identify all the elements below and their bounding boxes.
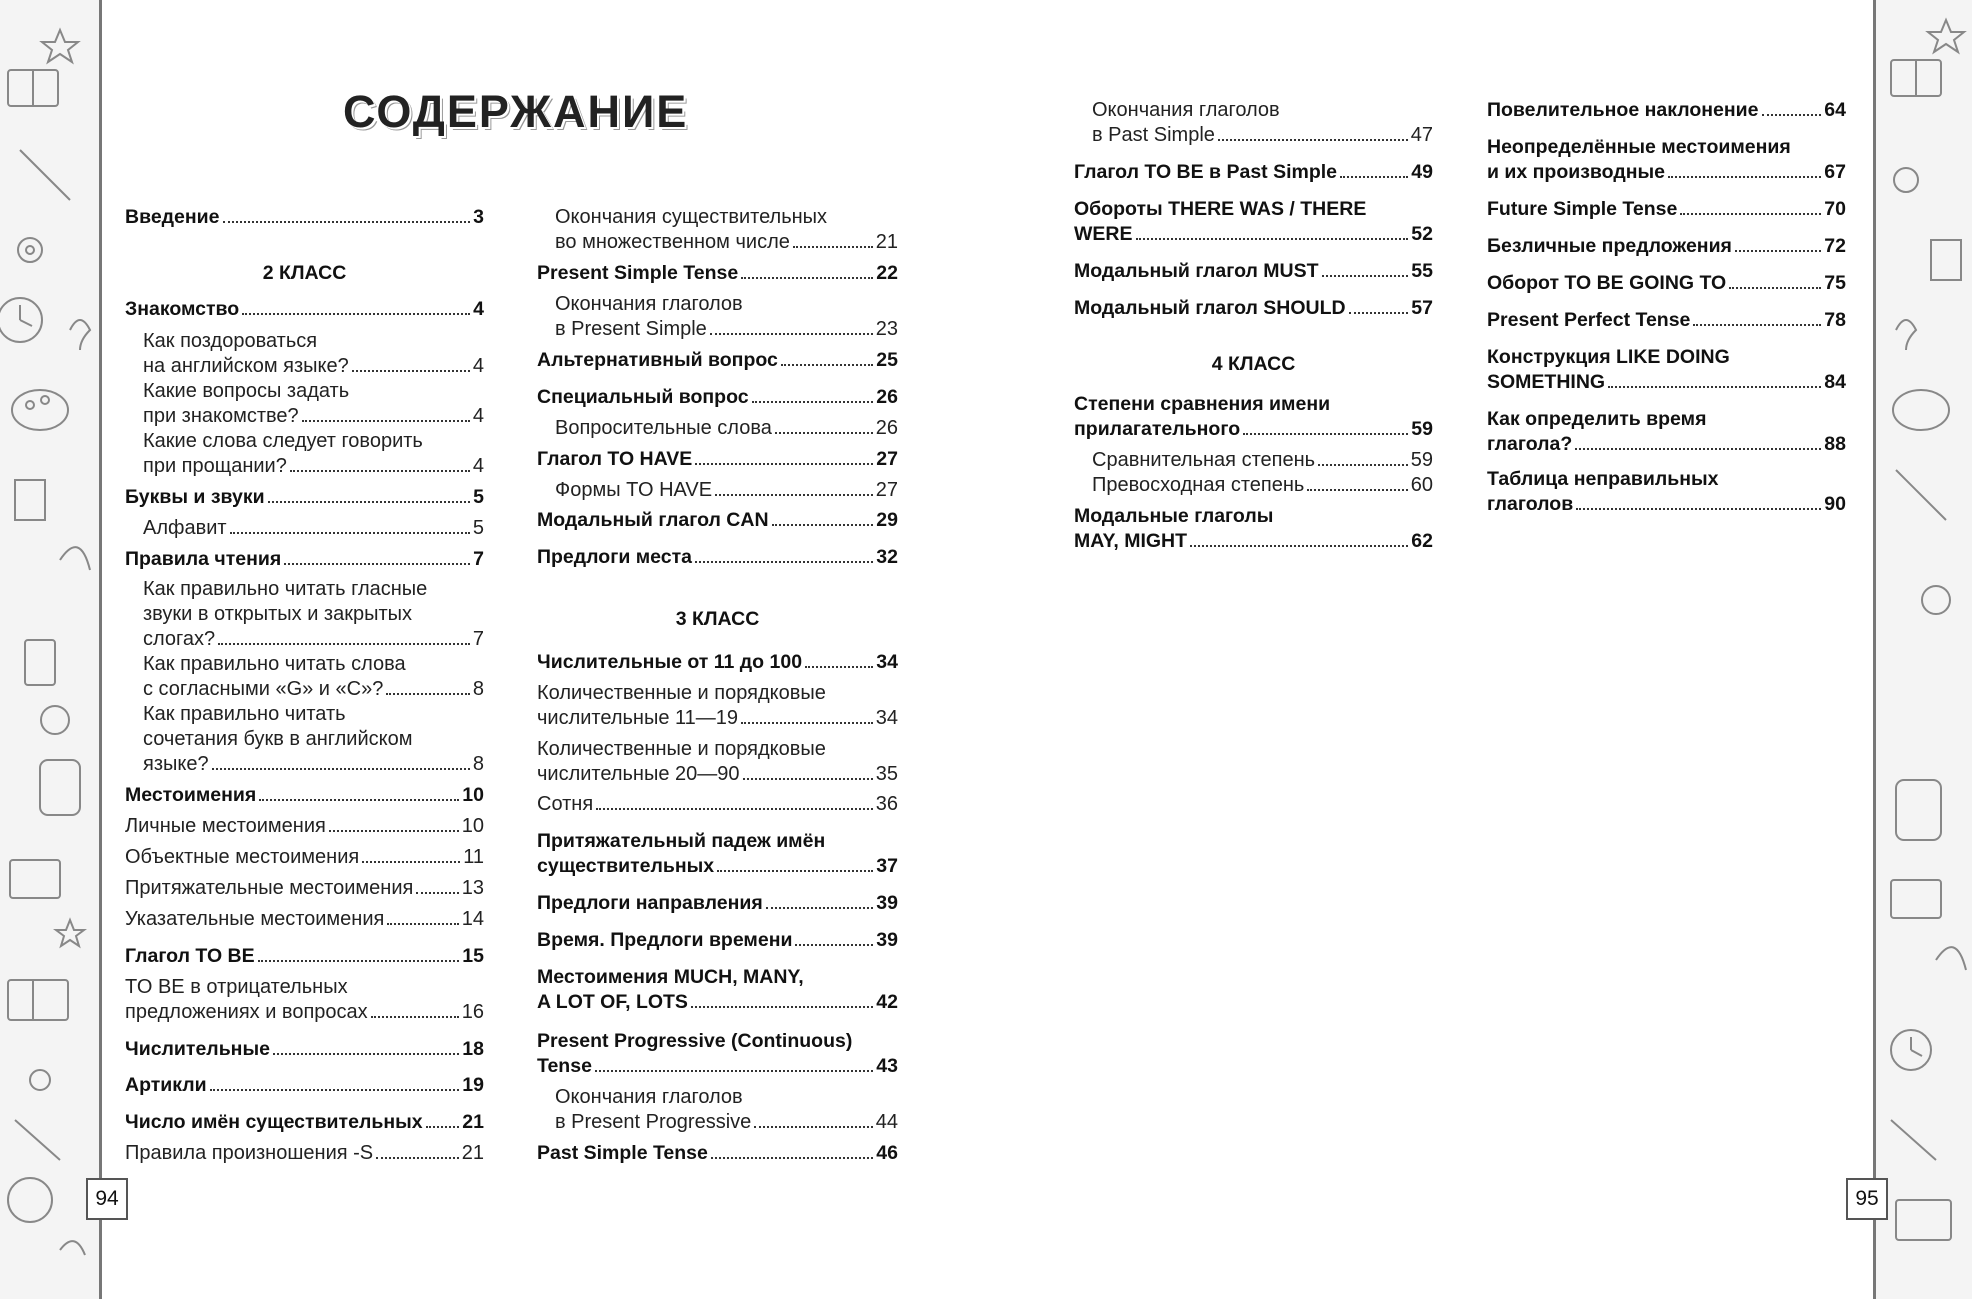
toc-entry-page: 52 [1411, 223, 1433, 245]
toc-entry-page: 44 [875, 1111, 898, 1133]
toc-entry-page: 34 [876, 651, 898, 673]
toc-entry[interactable] [125, 547, 484, 572]
toc-entry[interactable] [537, 650, 898, 675]
toc-entry-title: Present Perfect Tense [1487, 309, 1691, 331]
toc-entry-page: 37 [876, 855, 898, 877]
toc-entry-line: Неопределённые местоимения [1487, 136, 1791, 158]
toc-entry[interactable] [537, 508, 898, 533]
toc-entry-title: Модальный глагол SHOULD [1074, 297, 1346, 319]
backpack-icon [40, 760, 80, 815]
toc-entry-line: Степени сравнения имени [1074, 393, 1331, 415]
toc-entry-title: Повелительное наклонение [1487, 99, 1759, 121]
toc-entry-title: Буквы и звуки [125, 486, 265, 508]
toc-entry-title: Модальный глагол MUST [1074, 260, 1319, 282]
toc-entry-page: 10 [461, 815, 484, 837]
toc-entry-page: 5 [472, 517, 484, 539]
toc-entry-page: 23 [875, 318, 898, 340]
toc-entry-title: Числительные от 11 до 100 [537, 651, 803, 673]
toc-entry-line: Притяжательный падеж имён [537, 830, 826, 852]
toc-entry-title: при знакомстве? [143, 405, 299, 427]
toc-entry[interactable] [125, 944, 484, 969]
toc-entry-title: Число имён существительных [125, 1111, 423, 1133]
toc-subentry-line: Как правильно читать слова [143, 653, 406, 675]
toc-entry[interactable] [1487, 234, 1846, 259]
toc-subentry-line: сочетания букв в английском [143, 728, 413, 750]
toc-entry[interactable] [537, 385, 898, 410]
toc-entry-page: 62 [1411, 530, 1433, 552]
toc-subentry-line: TO BE в отрицательных [125, 976, 348, 998]
toc-entry-title: Альтернативный вопрос [537, 349, 778, 371]
toc-entry-title: Объектные местоимения [125, 846, 360, 868]
toc-entry-page: 4 [472, 405, 484, 427]
toc-subentry[interactable] [537, 792, 898, 817]
toc-subentry-line: Количественные и порядковые [537, 682, 826, 704]
toc-subentry[interactable] [125, 907, 484, 932]
toc-entry-page: 64 [1824, 99, 1846, 121]
toc-entry-page: 4 [473, 298, 484, 320]
toc-entry-page: 72 [1824, 235, 1846, 257]
toc-entry[interactable] [537, 447, 898, 472]
toc-entry-title: в Present Simple [555, 318, 707, 340]
toc-entry-page: 7 [473, 548, 484, 570]
toc-entry-page: 26 [875, 417, 898, 439]
toc-entry-title: Глагол TO BE [125, 945, 255, 967]
toc-entry[interactable] [1074, 259, 1433, 284]
toc-entry-page: 18 [462, 1038, 484, 1060]
toc-entry[interactable] [125, 1037, 484, 1062]
toc-entry-line: Местоимения MUCH, MANY, [537, 966, 804, 988]
toc-entry-page: 8 [472, 753, 484, 775]
left-decor-strip [0, 0, 102, 1299]
toc-subentry[interactable] [537, 230, 898, 255]
toc-entry[interactable] [537, 891, 898, 916]
toc-entry-page: 88 [1824, 433, 1846, 455]
toc-entry-title: во множественном числе [555, 231, 790, 253]
toc-subentry[interactable] [125, 354, 484, 379]
palette-icon [1893, 390, 1949, 430]
toc-entry-page: 14 [461, 908, 484, 930]
toc-entry[interactable] [537, 261, 898, 286]
question-icon [70, 320, 90, 350]
toc-entry-title: Сотня [537, 793, 594, 815]
toc-entry-title: в Present Progressive [555, 1111, 752, 1133]
toc-entry-page: 21 [461, 1142, 484, 1164]
doodle-pattern-left [0, 0, 99, 1299]
toc-entry-page: 5 [473, 486, 484, 508]
toc-entry-page: 84 [1824, 371, 1846, 393]
toc-entry-page: 8 [472, 678, 484, 700]
toc-entry-line: Таблица неправильных [1487, 468, 1719, 490]
toc-entry[interactable] [125, 297, 484, 322]
backpack-icon [1896, 780, 1941, 840]
leaf-icon [60, 547, 90, 570]
toc-subentry-line: Окончания глаголов [555, 1086, 743, 1108]
toc-entry[interactable] [125, 783, 484, 808]
toc-entry-title: числительные 20—90 [537, 763, 740, 785]
toc-entry-page: 75 [1824, 272, 1846, 294]
toc-entry[interactable] [537, 854, 898, 879]
toc-entry-title: MAY, MIGHT [1074, 530, 1188, 552]
toc-entry-line: Конструкция LIKE DOING [1487, 346, 1730, 368]
toc-entry-title: прилагательного [1074, 418, 1241, 440]
toc-entry-page: 42 [876, 991, 898, 1013]
grade-heading: 2 КЛАСС [262, 262, 347, 284]
toc-entry[interactable] [537, 990, 898, 1015]
toc-entry[interactable] [537, 1054, 898, 1079]
ruler-icon [25, 640, 55, 685]
toc-entry-title: существительных [537, 855, 715, 877]
toc-entry-title: Глагол TO HAVE [537, 448, 693, 470]
toc-subentry-line: звуки в открытых и закрытых [143, 603, 413, 625]
toc-entry-title: Артикли [125, 1074, 207, 1096]
toc-entry[interactable] [1074, 160, 1433, 185]
toc-subentry[interactable] [125, 404, 484, 429]
toc-entry-page: 35 [875, 763, 898, 785]
toc-entry-page: 49 [1411, 161, 1433, 183]
toc-entry-page: 27 [876, 448, 898, 470]
toc-entry-page: 39 [876, 929, 898, 951]
toc-subentry-line: Как поздороваться [143, 330, 318, 352]
toc-entry-page: 67 [1824, 161, 1846, 183]
toc-entry-line: Обороты THERE WAS / THERE [1074, 198, 1367, 220]
toc-entry-page: 26 [876, 386, 898, 408]
toc-entry-page: 25 [876, 349, 898, 371]
toc-entry-title: WERE [1074, 223, 1133, 245]
toc-entry-title: Местоимения [125, 784, 257, 806]
right-decor-strip [1873, 0, 1972, 1299]
toc-entry[interactable] [1487, 432, 1846, 457]
toc-entry-title: Специальный вопрос [537, 386, 749, 408]
toc-entry-page: 60 [1410, 474, 1433, 496]
toc-entry-title: Past Simple Tense [537, 1142, 708, 1164]
toc-entry-title: глагола? [1487, 433, 1573, 455]
toc-entry[interactable] [1074, 222, 1433, 247]
toc-entry[interactable] [125, 1110, 484, 1135]
toc-subentry[interactable] [537, 1110, 898, 1135]
toc-entry[interactable] [1487, 308, 1846, 333]
toc-entry-title: числительные 11—19 [537, 707, 739, 729]
toc-entry-page: 29 [876, 509, 898, 531]
toc-entry-page: 78 [1824, 309, 1846, 331]
toc-subentry[interactable] [537, 478, 898, 503]
toc-subentry-line: Как правильно читать [143, 703, 346, 725]
toc-entry-title: Личные местоимения [125, 815, 326, 837]
toc-entry-title: Present Simple Tense [537, 262, 739, 284]
toc-entry[interactable] [125, 485, 484, 510]
toc-entry-title: Tense [537, 1055, 592, 1077]
leaf-icon [1936, 947, 1966, 970]
toc-entry-title: предложениях и вопросах [125, 1001, 368, 1023]
toc-entry-page: 46 [876, 1142, 898, 1164]
toc-subentry[interactable] [125, 1141, 484, 1166]
toc-subentry[interactable] [125, 1000, 484, 1025]
toc-entry-line: Present Progressive (Continuous) [537, 1030, 853, 1052]
toc-subentry-line: Окончания существительных [555, 206, 828, 228]
toc-entry-title: Превосходная степень [1092, 474, 1305, 496]
toc-entry-title: Притяжательные местоимения [125, 877, 414, 899]
toc-subentry[interactable] [1074, 123, 1433, 148]
star-icon [42, 30, 78, 62]
toc-entry-page: 55 [1411, 260, 1433, 282]
bulb-icon [41, 706, 69, 734]
toc-entry-page: 15 [462, 945, 484, 967]
toc-subentry[interactable] [537, 706, 898, 731]
toc-entry[interactable] [1074, 529, 1433, 554]
toc-subentry[interactable] [125, 677, 484, 702]
toc-subentry[interactable] [125, 814, 484, 839]
toc-entry-page: 19 [462, 1074, 484, 1096]
toc-entry-title: Предлоги направления [537, 892, 763, 914]
toc-subentry[interactable] [125, 876, 484, 901]
page-title: СОДЕРЖАНИЕ [343, 86, 689, 137]
toc-subentry-line: Количественные и порядковые [537, 738, 826, 760]
toc-entry-page: 39 [876, 892, 898, 914]
toc-entry-page: 90 [1824, 493, 1846, 515]
toc-entry[interactable] [1487, 98, 1846, 123]
toc-entry-page: 43 [876, 1055, 898, 1077]
flower-icon [1894, 168, 1918, 192]
toc-entry-page: 21 [875, 231, 898, 253]
toc-entry[interactable] [1074, 296, 1433, 321]
toc-entry-title: Модальный глагол CAN [537, 509, 769, 531]
toc-subentry[interactable] [125, 845, 484, 870]
toc-entry-title: с согласными «G» и «C»? [143, 678, 384, 700]
toc-entry[interactable] [1487, 271, 1846, 296]
toc-entry-title: Указательные местоимения [125, 908, 385, 930]
toc-entry-page: 22 [876, 262, 898, 284]
toc-subentry[interactable] [125, 752, 484, 777]
toc-subentry[interactable] [537, 317, 898, 342]
bulb-icon [1922, 586, 1950, 614]
toc-entry-title: и их производные [1487, 161, 1665, 183]
toc-entry-title: Глагол TO BE в Past Simple [1074, 161, 1338, 183]
toc-entry-title: Безличные предложения [1487, 235, 1732, 257]
toc-entry[interactable] [1487, 492, 1846, 517]
toc-subentry[interactable] [537, 762, 898, 787]
toc-entry-page: 57 [1411, 297, 1433, 319]
star-icon [1928, 20, 1964, 52]
toc-entry-title: Формы TO HAVE [555, 479, 713, 501]
toc-entry-page: 11 [463, 846, 484, 868]
toc-entry[interactable] [537, 928, 898, 953]
toc-entry[interactable] [537, 545, 898, 570]
toc-entry-title: Время. Предлоги времени [537, 929, 793, 951]
toc-entry[interactable] [1074, 417, 1433, 442]
toc-entry-page: 36 [875, 793, 898, 815]
pencil-icon [20, 150, 70, 200]
toc-subentry-line: Как правильно читать гласные [143, 578, 428, 600]
toc-entry-title: Правила чтения [125, 548, 282, 570]
toc-subentry[interactable] [1074, 473, 1433, 498]
grade-heading: 3 КЛАСС [675, 608, 760, 630]
toc-entry-page: 21 [462, 1111, 484, 1133]
toc-entry-title: в Past Simple [1092, 124, 1215, 146]
toc-entry-page: 59 [1411, 418, 1433, 440]
toc-entry-page: 34 [875, 707, 898, 729]
page-number-right: 95 [1846, 1178, 1888, 1220]
toc-entry-title: Сравнительная степень [1092, 449, 1316, 471]
toc-entry-title: языке? [143, 753, 209, 775]
question-icon [1896, 320, 1916, 350]
toc-entry-title: Future Simple Tense [1487, 198, 1678, 220]
toc-entry-page: 13 [461, 877, 484, 899]
toc-subentry-line: Какие слова следует говорить [143, 430, 423, 452]
palette-icon [12, 390, 68, 430]
toc-entry-title: Предлоги места [537, 546, 692, 568]
toc-subentry[interactable] [537, 416, 898, 441]
toc-entry[interactable] [1487, 197, 1846, 222]
toc-entry-page: 47 [1410, 124, 1433, 146]
toc-subentry[interactable] [125, 454, 484, 479]
toc-entry-page: 10 [462, 784, 484, 806]
toc-entry-page: 27 [875, 479, 898, 501]
toc-entry[interactable] [125, 1073, 484, 1098]
toc-entry-page: 4 [472, 355, 484, 377]
toc-subentry[interactable] [125, 516, 484, 541]
toc-subentry[interactable] [1074, 448, 1433, 473]
toc-entry[interactable] [537, 1141, 898, 1166]
toc-subentry-line: Окончания глаголов [1092, 99, 1280, 121]
toc-entry-title: глаголов [1487, 493, 1574, 515]
note-icon [1931, 240, 1961, 280]
toc-subentry[interactable] [125, 627, 484, 652]
toc-entry-title: Знакомство [125, 298, 240, 320]
toc-entry-title: Введение [125, 206, 220, 228]
toc-entry-page: 59 [1410, 449, 1433, 471]
toc-entry-page: 70 [1824, 198, 1846, 220]
flower-icon [18, 238, 42, 262]
toc-entry-line: Модальные глаголы [1074, 505, 1274, 527]
toc-entry-page: 32 [876, 546, 898, 568]
toc-entry-title: Правила произношения -S [125, 1142, 374, 1164]
toc-entry[interactable] [125, 205, 484, 230]
grade-heading: 4 КЛАСС [1211, 353, 1296, 375]
toc-entry-title: Оборот TO BE GOING TO [1487, 272, 1727, 294]
toc-entry[interactable] [1487, 160, 1846, 185]
toc-entry[interactable] [537, 348, 898, 373]
toc-entry-page: 7 [472, 628, 484, 650]
toc-entry-page: 16 [461, 1001, 484, 1023]
toc-subentry-line: Окончания глаголов [555, 293, 743, 315]
note-icon [15, 480, 45, 520]
toc-entry-title: на английском языке? [143, 355, 349, 377]
toc-entry-title: слогах? [143, 628, 216, 650]
doodle-pattern-right [1876, 0, 1972, 1299]
page-number-left: 94 [86, 1178, 128, 1220]
toc-entry-title: SOMETHING [1487, 371, 1606, 393]
toc-entry-title: Числительные [125, 1038, 270, 1060]
toc-entry-title: Вопросительные слова [555, 417, 772, 439]
toc-entry-title: Алфавит [143, 517, 227, 539]
toc-entry-title: A LOT OF, LOTS [537, 991, 688, 1013]
toc-entry-page: 4 [472, 455, 484, 477]
toc-entry-line: Как определить время [1487, 408, 1707, 430]
toc-entry-title: при прощании? [143, 455, 287, 477]
toc-subentry-line: Какие вопросы задать [143, 380, 350, 402]
toc-entry[interactable] [1487, 370, 1846, 395]
pencil-icon [1896, 470, 1946, 520]
toc-entry-page: 3 [473, 206, 484, 228]
